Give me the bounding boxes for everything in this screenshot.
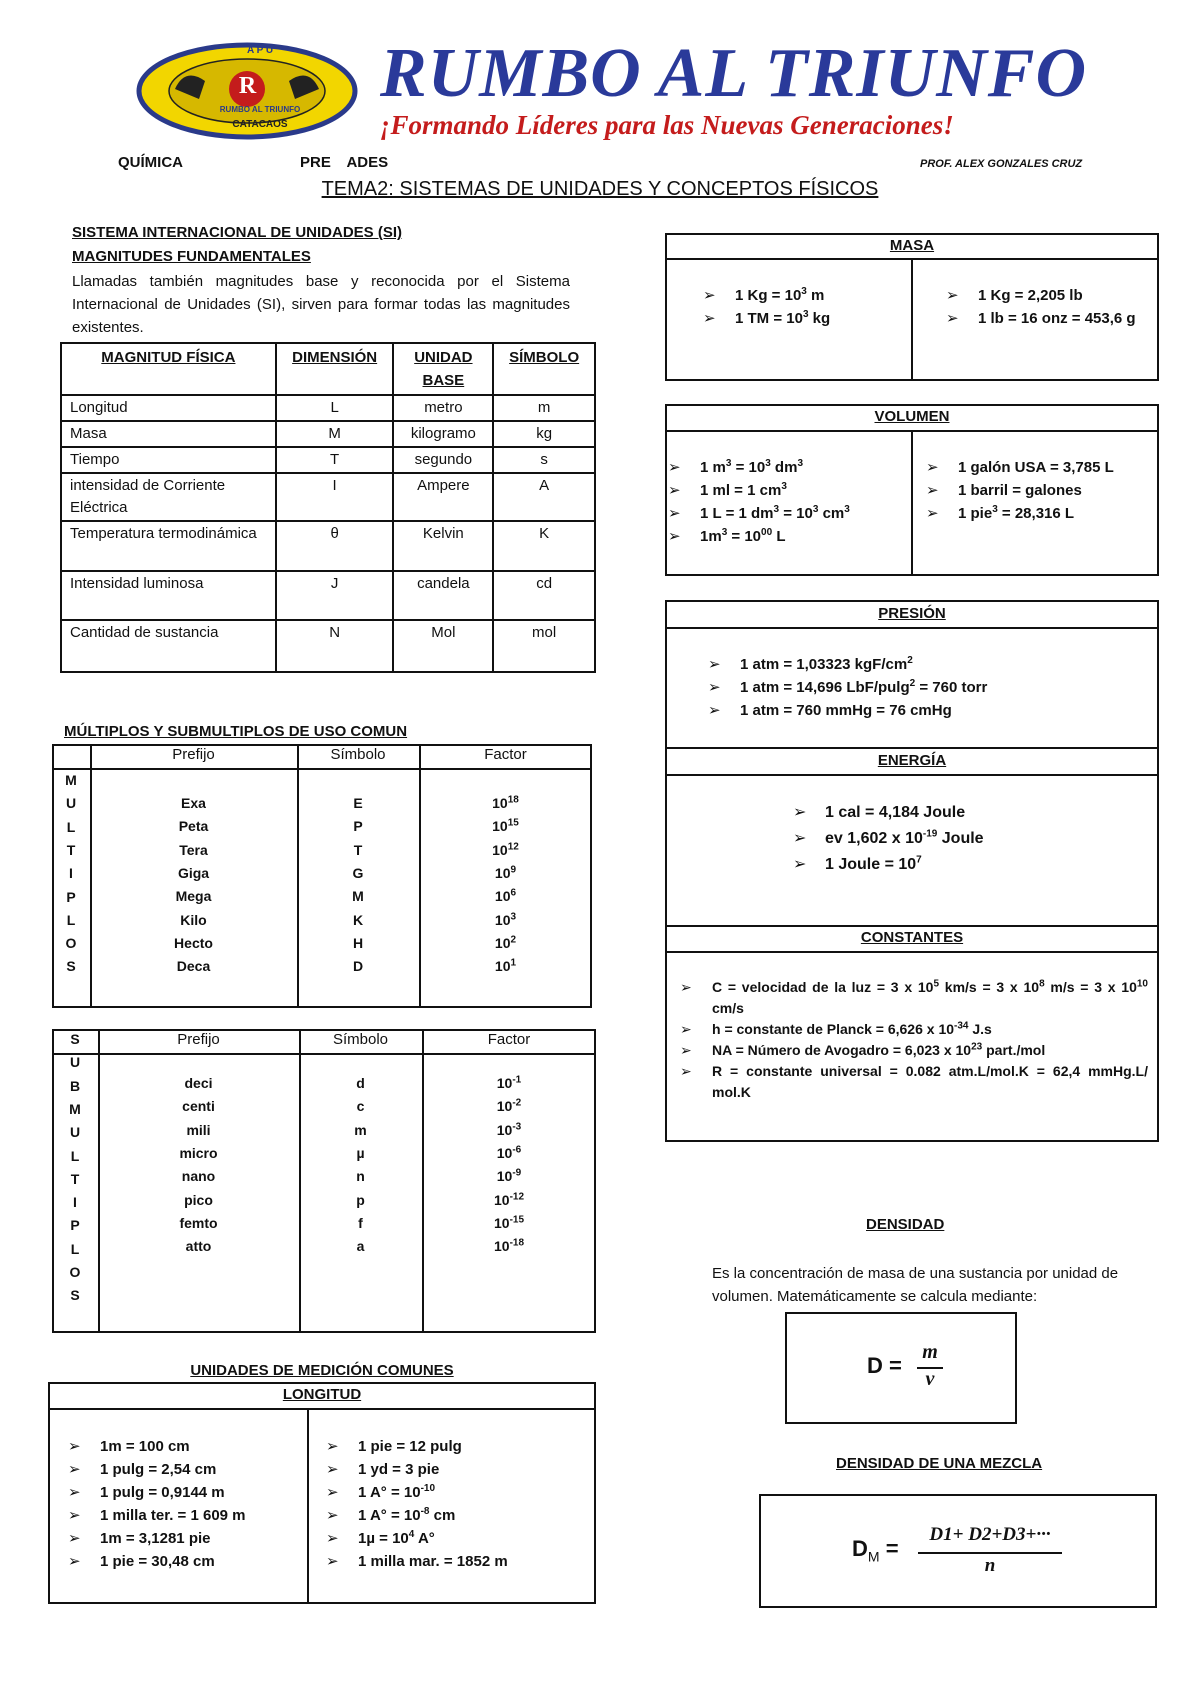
densidad-num: m: [922, 1341, 938, 1363]
si-cell: intensidad de Corriente Eléctrica: [61, 473, 276, 521]
presion-title: PRESIÓN: [878, 605, 946, 622]
symbol-cell: T: [353, 841, 363, 858]
si-header-cell: UNIDAD BASE: [393, 343, 493, 395]
factor-cell: [422, 1122, 596, 1138]
side-letter: M: [69, 1100, 81, 1117]
mezcla-fraction-line: [918, 1552, 1062, 1554]
mezcla-formula-box: [759, 1494, 1157, 1608]
factor-base: 10: [492, 795, 508, 811]
volumen-title: VOLUMEN: [874, 408, 950, 425]
side-letter: P: [70, 1217, 80, 1234]
prefix-cell: Tera: [179, 841, 208, 858]
si-row: [61, 571, 595, 620]
prefix-cell: nano: [181, 1168, 216, 1185]
energia-title: ENERGÍA: [877, 752, 947, 769]
side-letter: P: [66, 888, 76, 905]
si-cell: kilogramo: [393, 421, 493, 447]
si-cell: Ampere: [393, 473, 493, 521]
si-row: [61, 421, 595, 447]
factor-exponent: -12: [509, 1190, 525, 1202]
mezcla-eq: =: [885, 1536, 899, 1561]
constantes-list: [672, 977, 1148, 1103]
si-cell: I: [276, 473, 394, 521]
side-letter: S: [70, 1287, 80, 1304]
si-header-cell: DIMENSIÓN: [276, 343, 394, 395]
si-cell: candela: [393, 571, 493, 620]
si-cell: N: [276, 620, 394, 672]
si-cell: Masa: [61, 421, 276, 447]
factor-cell: [419, 958, 592, 974]
factor-cell: [422, 1215, 596, 1231]
list-item: ➢ 1 pie = 12 pulg: [318, 1435, 588, 1458]
factor-exponent: 6: [510, 887, 517, 899]
symbol-cell: E: [353, 795, 363, 811]
factor-base: 10: [493, 1191, 510, 1208]
si-cell: K: [493, 521, 595, 571]
volumen-right-list: [918, 456, 1158, 525]
banner-slogan: ¡Formando Líderes para las Nuevas Generaciones!: [380, 110, 954, 140]
factor-cell: [422, 1075, 596, 1091]
factor-exponent: -1: [512, 1074, 522, 1086]
si-cell: mol: [493, 620, 595, 672]
mezcla-lhs: [852, 1536, 899, 1564]
si-subtitle: MAGNITUDES FUNDAMENTALES: [72, 248, 311, 265]
factor-exponent: -3: [512, 1120, 522, 1132]
list-item: ➢ 1 Kg = 2,205 lb: [938, 284, 1153, 307]
mezcla-den: n: [984, 1555, 996, 1576]
prefix-cell: deci: [184, 1075, 213, 1091]
list-item: ➢ 1 pie$^3$ = 28,316 L: [918, 502, 1158, 525]
list-item: ➢ 1 pulg = 2,54 cm: [60, 1458, 300, 1481]
list-item: ➢ 1m = 100 cm: [60, 1435, 300, 1458]
side-letter: I: [73, 1194, 77, 1211]
prefix-cell: micro: [179, 1144, 218, 1161]
mezcla-d: D: [852, 1536, 868, 1561]
list-item: ➢ 1 $A^\circ = 10^{-10}$: [318, 1481, 588, 1504]
symbol-cell: D: [352, 958, 364, 975]
si-header-cell: MAGNITUD FÍSICA: [61, 343, 276, 395]
logo-bottom-text: CATACAOS: [232, 119, 288, 130]
list-item: ➢ 1m = 3,1281 pie: [60, 1527, 300, 1550]
list-item: ➢ 1 galón USA = 3,785 L: [918, 456, 1158, 479]
list-item: ➢ 1 TM = $10^3$ kg: [695, 307, 905, 330]
symbol-cell: p: [356, 1191, 365, 1208]
table-header-cell: Símbolo: [332, 1031, 389, 1048]
constantes-title: CONSTANTES: [860, 929, 964, 946]
longitud-title: LONGITUD: [282, 1386, 362, 1403]
si-row: [61, 395, 595, 421]
symbol-cell: µ: [356, 1144, 365, 1161]
si-cell: Intensidad luminosa: [61, 571, 276, 620]
factor-cell: [419, 865, 592, 881]
table-header-cell: Factor: [487, 1031, 531, 1048]
factor-cell: [422, 1098, 596, 1114]
factor-base: 10: [494, 888, 511, 905]
list-item: ➢ 1 milla ter. = 1 609 m: [60, 1504, 300, 1527]
factor-base: 10: [494, 934, 511, 951]
si-cell: Cantidad de sustancia: [61, 620, 276, 672]
si-row: [61, 473, 595, 521]
factor-base: 10: [493, 1214, 510, 1231]
factor-base: 10: [496, 1075, 513, 1091]
table-header-line: [52, 1053, 596, 1055]
list-item: ➢ 1 lb = 16 onz = 453,6 g: [938, 307, 1153, 330]
factor-cell: [419, 935, 592, 951]
factor-cell: [419, 842, 592, 858]
factor-exponent: 3: [510, 910, 517, 922]
si-cell: kg: [493, 421, 595, 447]
si-cell: metro: [393, 395, 493, 421]
side-letter: S: [66, 958, 76, 975]
factor-exponent: 18: [507, 794, 519, 806]
symbol-cell: H: [352, 934, 364, 951]
prefix-cell: atto: [185, 1238, 212, 1255]
logo-letter: R: [238, 73, 257, 99]
side-letter: S: [70, 1031, 80, 1047]
factor-exponent: 15: [507, 817, 519, 829]
side-letter: M: [65, 772, 77, 788]
side-letter: L: [66, 818, 76, 835]
densidad-lhs: D =: [867, 1353, 902, 1378]
factor-base: 10: [496, 1168, 513, 1185]
list-item: ➢ 1 $Kg = 10^3$ m: [695, 284, 905, 307]
list-item: ➢ C = velocidad de la luz = 3 x $10^5$ km/s = 3 x $10^8$ m/s = 3 x $10^{10}$ cm/s: [672, 977, 1148, 1019]
volumen-left-list: [660, 456, 908, 548]
si-cell: Mol: [393, 620, 493, 672]
factor-exponent: 2: [510, 934, 517, 946]
factor-cell: [419, 795, 592, 811]
densidad-text: Es la concentración de masa de una sustancia por unidad de volumen. Matemáticamente se calcula mediante:: [712, 1265, 1119, 1305]
table-header-line: [52, 768, 592, 770]
si-intro: Llamadas también magnitudes base y reconocida por el Sistema Internacional de Unidades (SI), sirven para formar todas las magnitudes existentes.: [72, 273, 570, 336]
factor-base: 10: [496, 1121, 513, 1138]
si-cell: Tiempo: [61, 447, 276, 473]
si-cell: Kelvin: [393, 521, 493, 571]
factor-exponent: -9: [512, 1167, 522, 1179]
factor-base: 10: [496, 1144, 513, 1161]
list-item: ➢ 1 yd = 3 pie: [318, 1458, 588, 1481]
side-letter: O: [69, 1264, 81, 1280]
si-table: [60, 342, 596, 673]
si-cell: J: [276, 571, 394, 620]
si-row: [61, 620, 595, 672]
prefix-cell: Hecto: [174, 934, 213, 951]
masa-title: MASA: [889, 237, 935, 254]
side-letter: I: [69, 865, 73, 882]
factor-cell: [419, 912, 592, 928]
factor-exponent: -6: [512, 1144, 522, 1156]
symbol-cell: c: [356, 1098, 365, 1115]
logo-top-text: A P U: [246, 45, 274, 56]
factor-cell: [422, 1192, 596, 1208]
si-cell: A: [493, 473, 595, 521]
list-item: ➢ $1m^3 = 10^{00}$ L: [660, 525, 908, 548]
list-item: ➢ 1 L = 1 $dm^3 = 10^3$ $cm^3$: [660, 502, 908, 525]
masa-left-list: [695, 284, 905, 330]
mezcla-title: DENSIDAD DE UNA MEZCLA: [836, 1455, 1043, 1472]
list-item: ➢ 1 pulg = 0,9144 m: [60, 1481, 300, 1504]
symbol-cell: P: [353, 818, 363, 835]
factor-base: 10: [494, 911, 511, 928]
presion-list: [700, 653, 1150, 722]
factor-base: 10: [494, 958, 511, 975]
list-item: ➢ NA = Número de Avogadro = 6,023 x $10^{23}$ part./mol: [672, 1040, 1148, 1061]
si-cell: cd: [493, 571, 595, 620]
densidad-den: v: [925, 1368, 935, 1390]
side-letter: L: [70, 1240, 80, 1257]
side-letter: U: [69, 1054, 81, 1071]
multiples-title: MÚLTIPLOS Y SUBMULTIPLOS DE USO COMUN: [64, 723, 408, 740]
list-item: ➢ 1 $m^3 = 10^3$ $dm^3$: [660, 456, 908, 479]
side-letter: L: [66, 911, 76, 928]
side-letter: L: [70, 1147, 80, 1164]
factor-base: 10: [492, 841, 508, 858]
symbol-cell: G: [352, 864, 364, 881]
si-cell: Temperatura termodinámica: [61, 521, 276, 571]
factor-cell: [422, 1238, 596, 1254]
side-letter: U: [69, 1124, 81, 1141]
prefix-cell: centi: [182, 1098, 215, 1115]
list-item: ➢ 1 ml = 1 $cm^3$: [660, 479, 908, 502]
factor-cell: [422, 1145, 596, 1161]
list-item: ➢ 1 barril = galones: [918, 479, 1158, 502]
prefix-cell: Peta: [178, 818, 209, 835]
si-cell: M: [276, 421, 394, 447]
logo-ring-text: RUMBO AL TRIUNFO: [219, 105, 301, 114]
si-title: SISTEMA INTERNACIONAL DE UNIDADES (SI): [72, 224, 403, 241]
factor-exponent: -15: [509, 1214, 525, 1226]
longitud-left-list: [60, 1435, 300, 1573]
si-header-cell: SÍMBOLO: [493, 343, 595, 395]
factor-cell: [419, 818, 592, 834]
si-cell: s: [493, 447, 595, 473]
factor-exponent: 12: [507, 840, 519, 852]
side-letter: U: [65, 795, 77, 812]
factor-exponent: -18: [509, 1237, 525, 1249]
teacher-label: PROF. ALEX GONZALES CRUZ: [920, 158, 1083, 170]
si-row: [61, 447, 595, 473]
banner-title: RUMBO AL TRIUNFO: [380, 35, 1088, 112]
si-row: [61, 521, 595, 571]
si-cell: L: [276, 395, 394, 421]
symbol-cell: n: [356, 1168, 365, 1185]
si-cell: θ: [276, 521, 394, 571]
table-header-cell: Prefijo: [177, 1031, 220, 1048]
level-label: PRE ADES: [300, 154, 389, 171]
factor-exponent: -2: [512, 1097, 522, 1109]
subject-label: QUÍMICA: [118, 154, 183, 171]
list-item: ➢ 1 Joule = $10^7$: [785, 852, 1145, 878]
list-item: ➢ h = constante de Planck = 6,626 x $10^{-34}$ J.s: [672, 1019, 1148, 1040]
symbol-cell: m: [354, 1121, 367, 1138]
si-cell: Longitud: [61, 395, 276, 421]
prefix-cell: Kilo: [180, 911, 207, 928]
prefix-cell: Exa: [181, 795, 206, 811]
list-item: ➢ 1 atm = 1,03323 kgF/$cm^2$: [700, 653, 1150, 676]
densidad-title: DENSIDAD: [866, 1216, 945, 1233]
list-item: ➢ 1 pie = 30,48 cm: [60, 1550, 300, 1573]
list-item: ➢ 1 $A^\circ = 10^{-8}$ cm: [318, 1504, 588, 1527]
factor-base: 10: [493, 1238, 510, 1255]
table-header-cell: Factor: [484, 746, 527, 763]
symbol-cell: f: [358, 1214, 363, 1231]
si-cell: T: [276, 447, 394, 473]
table-header-cell: Prefijo: [172, 746, 215, 763]
list-item: ➢ 1 cal = 4,184 Joule: [785, 800, 1145, 826]
symbol-cell: M: [352, 888, 364, 905]
side-letter: T: [66, 841, 76, 858]
mezcla-num: D1+ D2+D3+···: [929, 1524, 1051, 1545]
header-banner: [130, 35, 1088, 150]
list-item: ➢ 1 atm = 760 mmHg = 76 cmHg: [700, 699, 1150, 722]
table-header-cell: Símbolo: [330, 746, 386, 763]
factor-base: 10: [494, 864, 511, 881]
si-cell: m: [493, 395, 595, 421]
prefix-cell: Deca: [176, 958, 211, 975]
prefix-cell: pico: [184, 1191, 213, 1208]
factor-exponent: 1: [510, 957, 517, 969]
symbol-cell: d: [356, 1075, 365, 1091]
list-item: ➢ $1\mu = 10^4$ A°: [318, 1527, 588, 1550]
si-cell: segundo: [393, 447, 493, 473]
topic-title: TEMA2: SISTEMAS DE UNIDADES Y CONCEPTOS FÍSICOS: [321, 178, 879, 200]
prefix-cell: femto: [179, 1214, 218, 1231]
factor-base: 10: [492, 818, 508, 835]
masa-right-list: [938, 284, 1153, 330]
symbol-cell: a: [356, 1238, 365, 1255]
energia-list: [785, 800, 1145, 878]
factor-exponent: 9: [510, 864, 517, 876]
prefix-cell: Giga: [177, 864, 210, 881]
prefix-cell: Mega: [175, 888, 212, 905]
list-item: ➢ 1 atm = 14,696 LbF/pulg$^2$ = 760 torr: [700, 676, 1150, 699]
symbol-cell: K: [352, 911, 364, 928]
common-title: UNIDADES DE MEDICIÓN COMUNES: [190, 1362, 454, 1379]
prefix-cell: mili: [186, 1121, 211, 1138]
list-item: ➢ 1 milla mar. = 1852 m: [318, 1550, 588, 1573]
factor-base: 10: [496, 1098, 513, 1115]
longitud-right-list: [318, 1435, 588, 1573]
factor-cell: [419, 888, 592, 904]
list-item: ➢ ev 1,602 x $10^{-19}$ Joule: [785, 826, 1145, 852]
side-letter: O: [65, 935, 77, 952]
side-letter: T: [70, 1170, 80, 1187]
factor-cell: [422, 1168, 596, 1184]
mezcla-sub: M: [867, 1548, 880, 1565]
side-letter: B: [69, 1077, 81, 1094]
list-item: ➢ R = constante universal = 0.082 atm.L/mol.K = 62,4 mmHg.L/ mol.K: [672, 1061, 1148, 1103]
